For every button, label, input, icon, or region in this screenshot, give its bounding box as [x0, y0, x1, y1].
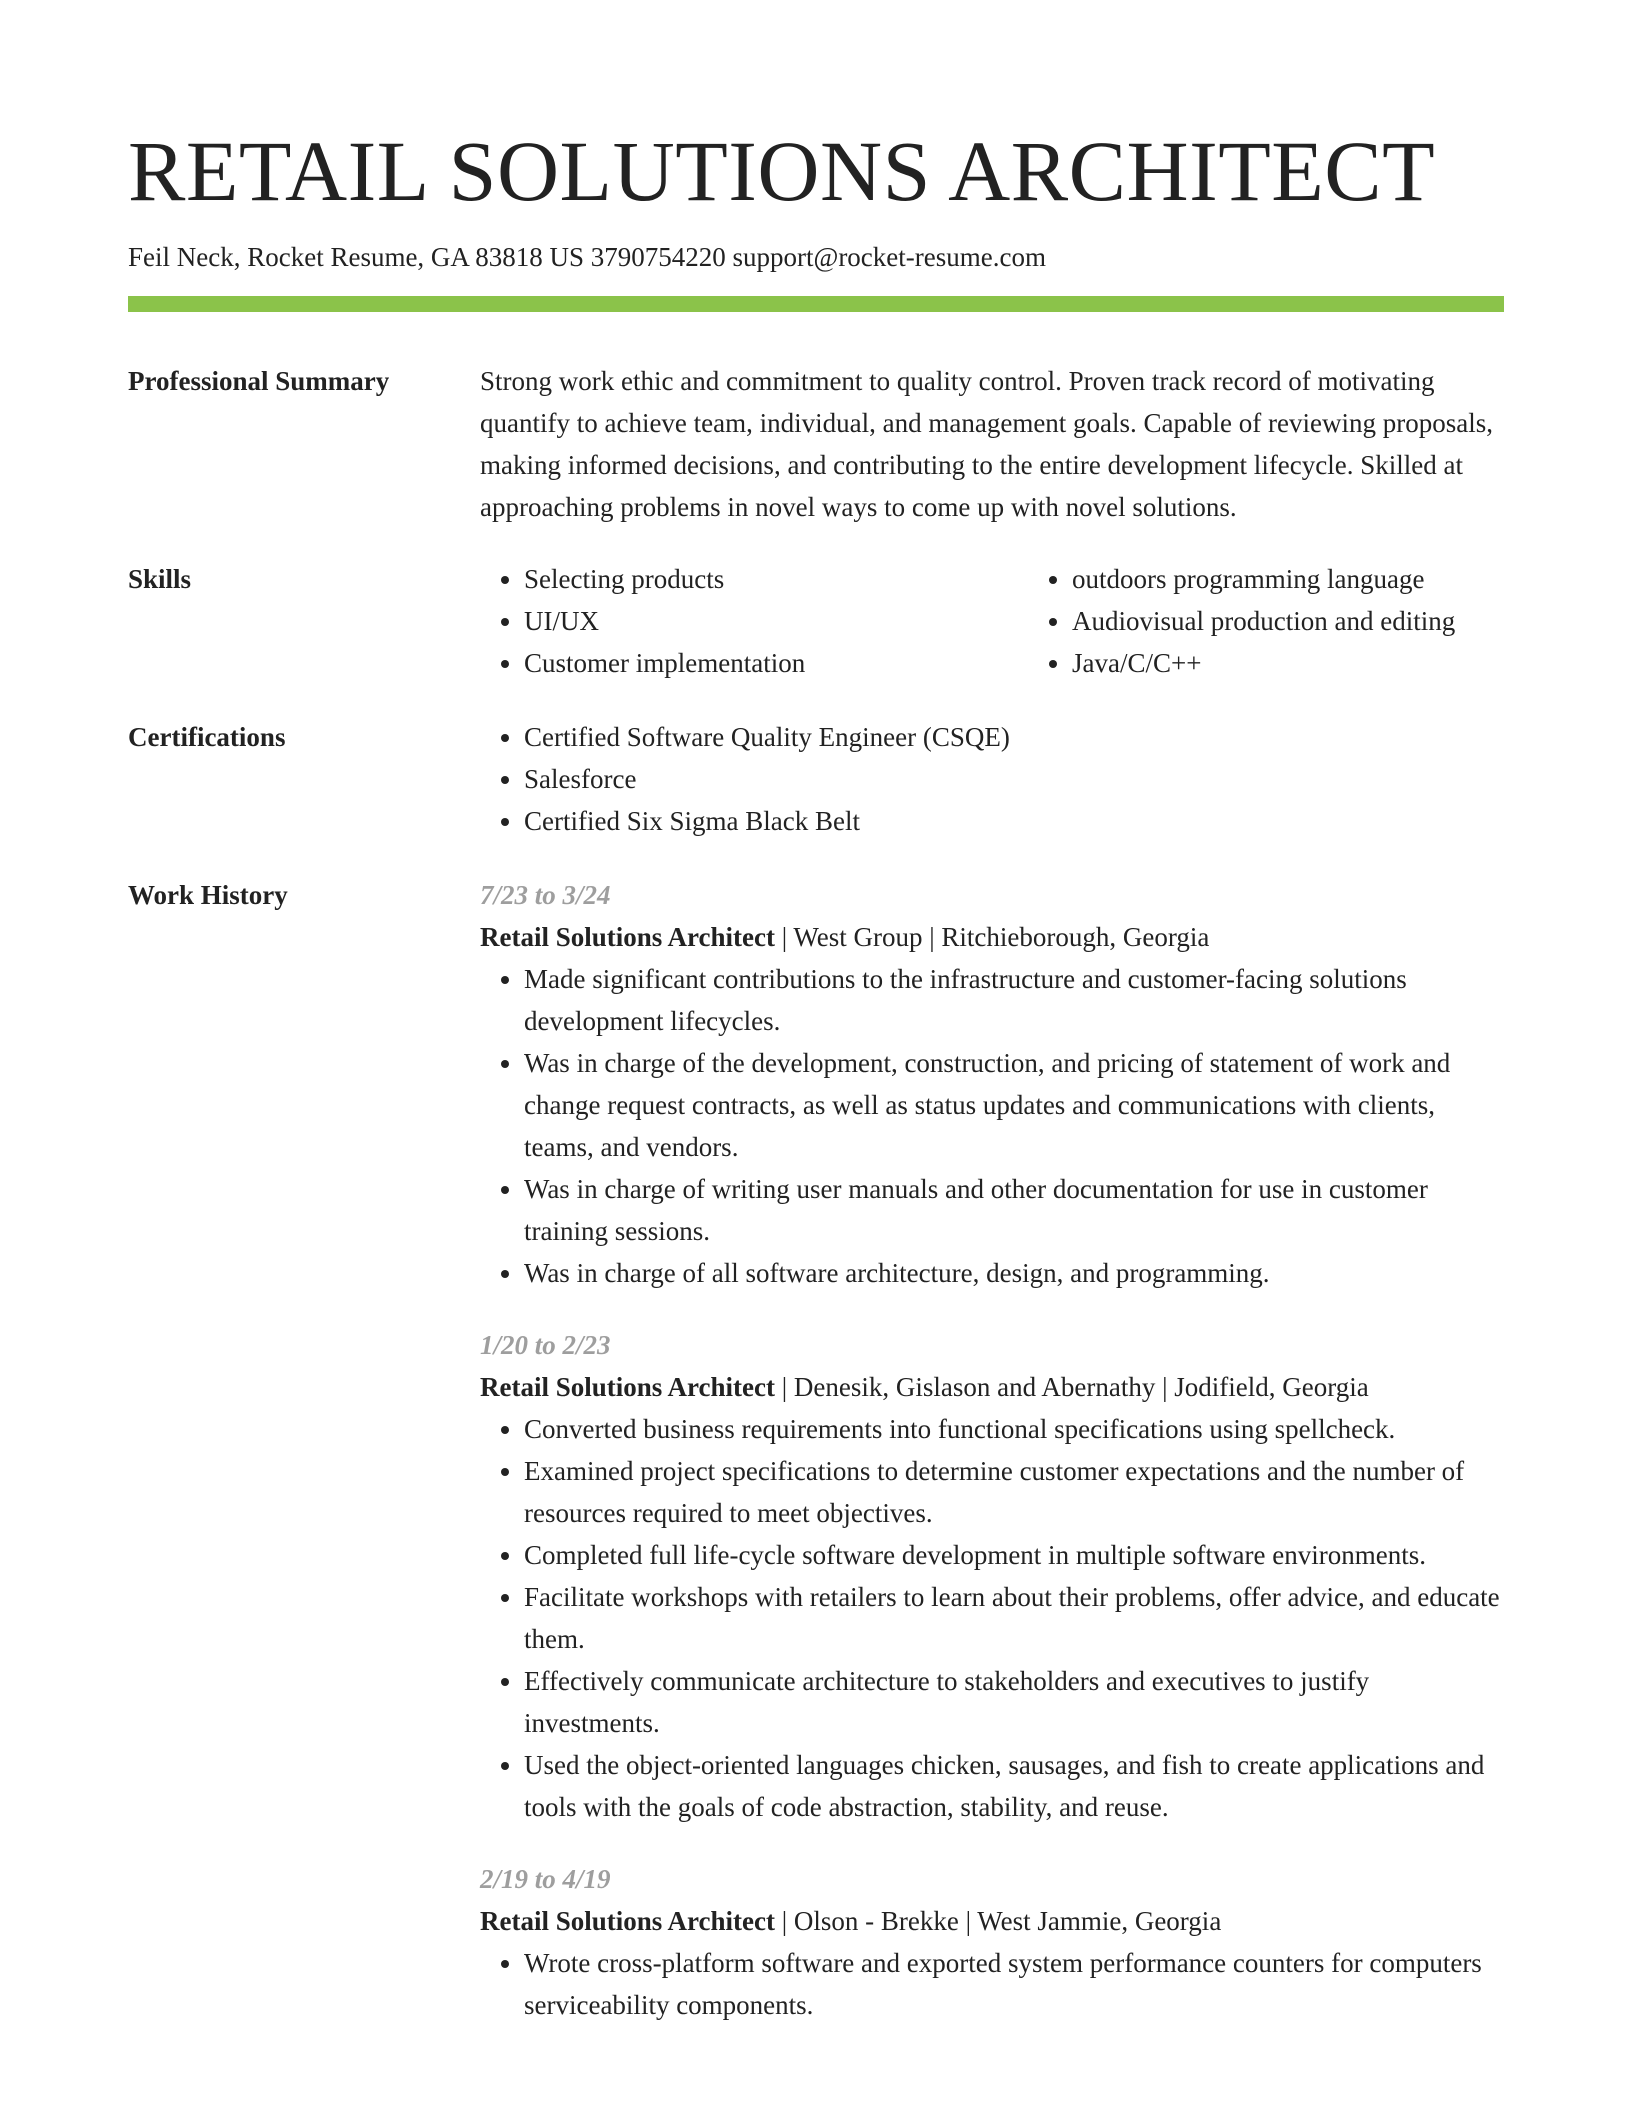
- job-bullets: [480, 1942, 1504, 2026]
- job-entry: [480, 1858, 1504, 2026]
- job-bullet: • Converted business requirements into functional specifications using spellcheck.: [524, 1408, 1504, 1450]
- job-separator: |: [929, 922, 935, 952]
- job-bullet: • Was in charge of writing user manuals and other documentation for use in customer training sessions.: [524, 1168, 1504, 1252]
- job-entry: [480, 1324, 1504, 1828]
- job-company: West Group: [793, 922, 923, 952]
- job-title: Retail Solutions Architect: [480, 922, 775, 952]
- job-bullet: • Was in charge of all software architecture, design, and programming.: [524, 1252, 1504, 1294]
- contact-line: Feil Neck, Rocket Resume, GA 83818 US 3790754220 support@rocket-resume.com: [128, 242, 1046, 272]
- job-bullets: [480, 1408, 1504, 1828]
- certifications-section: [128, 716, 1504, 842]
- job-bullet: • Was in charge of the development, construction, and pricing of statement of work and change request contracts, as well as status updates and communications with clients, teams, and vendors.: [524, 1042, 1504, 1168]
- skills-grid: [480, 558, 1576, 684]
- skill-item: • Selecting products: [524, 558, 1028, 600]
- section-label-summary: Professional Summary: [128, 366, 390, 396]
- job-bullet: • Facilitate workshops with retailers to learn about their problems, offer advice, and educate them.: [524, 1576, 1504, 1660]
- job-heading: [480, 916, 1504, 958]
- job-bullet: • Made significant contributions to the infrastructure and customer-facing solutions development lifecycles.: [524, 958, 1504, 1042]
- job-title: Retail Solutions Architect: [480, 1906, 775, 1936]
- job-heading: [480, 1366, 1504, 1408]
- summary-section: [128, 360, 1504, 528]
- job-separator: |: [781, 1906, 788, 1936]
- job-dates: 1/20 to 2/23: [480, 1330, 611, 1360]
- certification-item: • Certified Six Sigma Black Belt: [524, 800, 1504, 842]
- job-title: Retail Solutions Architect: [480, 1372, 775, 1402]
- skills-list-left: [480, 558, 1028, 684]
- job-dates: 7/23 to 3/24: [480, 880, 611, 910]
- work-history-section: [128, 874, 1504, 2056]
- work-history-body: [480, 874, 1504, 2056]
- certifications-body: [480, 716, 1504, 842]
- job-separator: |: [781, 1372, 788, 1402]
- job-bullet: • Effectively communicate architecture to stakeholders and executives to justify investments.: [524, 1660, 1504, 1744]
- job-company: Olson - Brekke: [793, 1906, 959, 1936]
- job-location: Jodifield, Georgia: [1174, 1372, 1369, 1402]
- job-bullets: [480, 958, 1504, 1294]
- job-location: Ritchieborough, Georgia: [941, 922, 1210, 952]
- job-heading: [480, 1900, 1504, 1942]
- job-bullet: • Used the object-oriented languages chicken, sausages, and fish to create applications and tools with the goals of code abstraction, stability, and reuse.: [524, 1744, 1504, 1828]
- skill-item: • Audiovisual production and editing: [1072, 600, 1576, 642]
- job-location: West Jammie, Georgia: [977, 1906, 1222, 1936]
- section-label-work-history: Work History: [128, 880, 288, 910]
- certification-item: • Certified Software Quality Engineer (CSQE): [524, 716, 1504, 758]
- job-dates: 2/19 to 4/19: [480, 1864, 611, 1894]
- section-label-skills: Skills: [128, 564, 192, 594]
- certifications-list: [480, 716, 1504, 842]
- summary-text: Strong work ethic and commitment to quality control. Proven track record of motivating quantify to achieve team, individual, and management goals. Capable of reviewing proposals, making informed decisions, and contributing to the entire development lifecycle. Skilled at approaching problems in novel ways to come up with novel solutions.: [480, 366, 1493, 522]
- skill-item: • outdoors programming language: [1072, 558, 1576, 600]
- accent-rule: [128, 296, 1504, 312]
- section-label-certifications: Certifications: [128, 722, 286, 752]
- skill-item: • Java/C/C++: [1072, 642, 1576, 684]
- resume-title: RETAIL SOLUTIONS ARCHITECT: [128, 123, 1436, 219]
- job-bullet: • Examined project specifications to determine customer expectations and the number of resources required to meet objectives.: [524, 1450, 1504, 1534]
- skills-section: [128, 558, 1504, 684]
- job-separator: |: [1162, 1372, 1168, 1402]
- job-bullet: • Wrote cross-platform software and exported system performance counters for computers serviceability components.: [524, 1942, 1504, 2026]
- job-company: Denesik, Gislason and Abernathy: [793, 1372, 1156, 1402]
- job-entry: [480, 874, 1504, 1294]
- job-separator: |: [781, 922, 788, 952]
- job-bullet: • Completed full life-cycle software development in multiple software environments.: [524, 1534, 1504, 1576]
- skills-list-right: [1028, 558, 1576, 684]
- certification-item: • Salesforce: [524, 758, 1504, 800]
- job-separator: |: [965, 1906, 972, 1936]
- skill-item: • Customer implementation: [524, 642, 1028, 684]
- skill-item: • UI/UX: [524, 600, 1028, 642]
- resume-page: [128, 0, 1504, 2056]
- summary-body: [480, 360, 1504, 528]
